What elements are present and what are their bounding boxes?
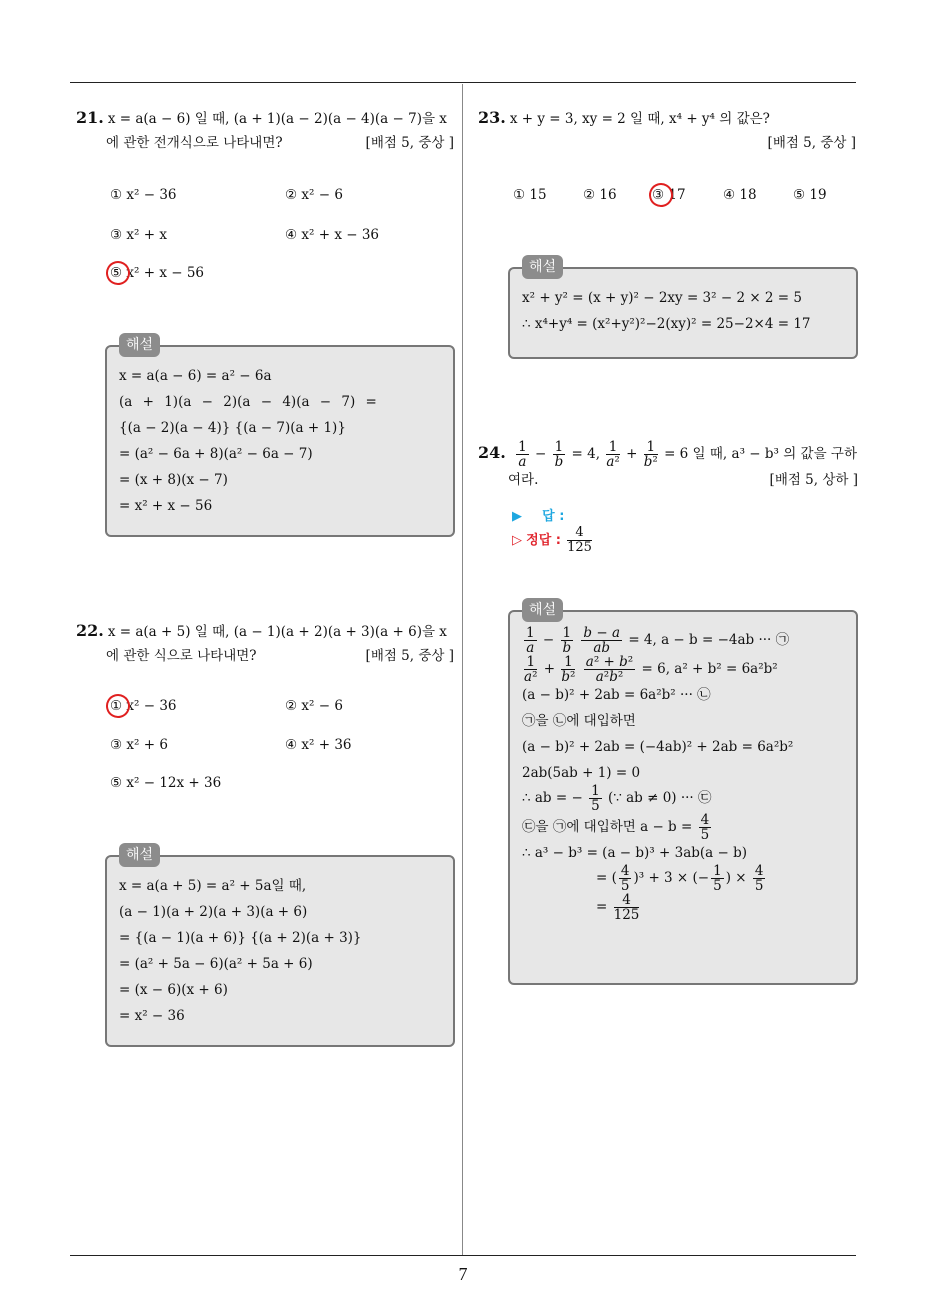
option-3[interactable]: ③ x² + x <box>110 227 167 243</box>
solution-line: (a + 1)(a − 2)(a − 4)(a − 7) = <box>119 394 377 410</box>
question-number: 21. <box>76 108 104 127</box>
option-3[interactable]: ③ 17 <box>652 187 686 203</box>
score-meta: [배점 5, 상하 ] <box>769 472 858 488</box>
solution-line: = (x + 8)(x − 7) <box>119 472 228 488</box>
option-1[interactable]: ① 15 <box>513 187 547 203</box>
question-22 <box>76 619 454 668</box>
option-5[interactable]: ⑤ x² + x − 56 <box>110 265 204 281</box>
solution-line: x = a(a + 5) = a² + 5a일 때, <box>119 878 307 894</box>
score-meta: [배점 5, 중상 ] <box>767 135 856 151</box>
solution-line-text: + 3 × <box>648 870 689 886</box>
solution-line: (a − b)² + 2ab = (−4ab)² + 2ab = 6a²b² <box>522 739 794 755</box>
question-number: 22. <box>76 621 104 640</box>
solution-line: = x² − 36 <box>119 1008 185 1024</box>
fraction-1-over-b2: $\frac{1}{\text{b²}}$ <box>643 439 658 470</box>
score-meta: [배점 5, 중상 ] <box>365 648 454 664</box>
page-number: 7 <box>458 1264 468 1284</box>
final-numerator: 4 <box>614 893 640 908</box>
solution-line: = (x − 6)(x + 6) <box>119 982 228 998</box>
correct-numerator: 4 <box>567 526 592 541</box>
solution-line: {(a − 2)(a − 4)} {(a − 7)(a + 1)} <box>119 420 346 436</box>
question-text-cont: 여라. <box>508 472 539 488</box>
question-23 <box>478 106 856 155</box>
fraction-1-over-a2: $\frac{1}{\text{a²}}$ <box>606 439 620 470</box>
question-text: = 4, <box>571 446 601 462</box>
solution-line: ∴ ab = − $\frac{1}{5}$ (∵ ab ≠ 0) ··· ㉢ <box>522 783 712 814</box>
top-rule <box>70 82 856 83</box>
solution-box-24 <box>508 602 858 985</box>
answer-label: 답 : <box>542 509 565 524</box>
question-number: 23. <box>478 108 506 127</box>
solution-body <box>510 612 856 932</box>
solution-line: ∴ x⁴+y⁴ = (x²+y²)²−2(xy)² = 25−2×4 = 17 <box>522 316 811 332</box>
final-denominator: 125 <box>613 907 640 923</box>
solution-line: ∴ a³ − b³ = (a − b)³ + 3ab(a − b) <box>522 845 748 861</box>
solution-box-22 <box>105 847 455 1047</box>
column-divider <box>462 84 463 1256</box>
option-3[interactable]: ③ x² + 6 <box>110 737 168 753</box>
solution-line: = x² + x − 56 <box>119 498 213 514</box>
option-2[interactable]: ② x² − 6 <box>285 698 343 714</box>
solution-line: = (a² − 6a + 8)(a² − 6a − 7) <box>119 446 313 462</box>
correct-label: 정답 : <box>526 533 561 548</box>
question-text-cont: 에 관한 전개식으로 나타내면? <box>106 135 283 151</box>
option-5[interactable]: ⑤ 19 <box>793 187 827 203</box>
option-5[interactable]: ⑤ x² − 12x + 36 <box>110 775 222 791</box>
solution-line-text: (∵ ab ≠ 0) ··· ㉢ <box>607 790 712 806</box>
solution-line: ㉠을 ㉡에 대입하면 <box>522 713 636 729</box>
solution-line: ㉢을 ㉠에 대입하면 a − b = $\frac{4}{5}$ <box>522 812 710 843</box>
solution-line-text: × <box>735 870 747 886</box>
question-text: x = a(a − 6) 일 때, (a + 1)(a − 2)(a − 4)(a − 7)을 x <box>107 111 447 127</box>
solution-line: $\frac{1}{a}$ − $\frac{1}{b}$ $\frac{b - a}{ab}$ = 4, a − b = −4ab ··· ㉠ <box>526 625 790 656</box>
solution-line: x² + y² = (x + y)² − 2xy = 3² − 2 × 2 = 5 <box>522 290 802 306</box>
question-text: x + y = 3, xy = 2 일 때, x⁴ + y⁴ 의 값은? <box>509 111 770 127</box>
correct-denominator: 125 <box>567 540 592 555</box>
solution-body <box>107 857 453 1039</box>
solution-line: = (a² + 5a − 6)(a² + 5a + 6) <box>119 956 313 972</box>
solution-line: x = a(a − 6) = a² − 6a <box>119 368 272 384</box>
solution-line: = ( $\frac{4}{5}$ )³ + 3 × (− $\frac{1}{5}$ ) × $\frac{4}{5}$ <box>596 863 764 894</box>
outline-arrow-icon: ▷ <box>512 533 522 548</box>
question-number: 24. <box>478 443 506 462</box>
question-text: x = a(a + 5) 일 때, (a − 1)(a + 2)(a + 3)(a + 6)을 x <box>107 624 447 640</box>
solution-body <box>510 269 856 347</box>
solution-line-text: = <box>596 870 608 886</box>
solution-tab: 해설 <box>522 255 563 279</box>
solution-box-23 <box>508 259 858 359</box>
correct-answer-row <box>512 526 594 555</box>
solution-line: (a − 1)(a + 2)(a + 3)(a + 6) <box>119 904 308 920</box>
score-meta: [배점 5, 중상 ] <box>365 135 454 151</box>
solution-line-text: = <box>596 899 608 915</box>
question-24: 24. $\frac{1}{a}$ − $\frac{1}{b}$ = 4, $\frac{1}{\text{a²}}$ + $\frac{1}{\text{b²}}$ = 6 일 때, a³ − b³ 의 값을 구하 여라. [배점 5, 상하 ] <box>478 440 858 491</box>
solution-line-text: = 4, a − b = −4ab ··· ㉠ <box>628 632 790 648</box>
answer-circle-mark <box>103 258 132 287</box>
option-1[interactable]: ① x² − 36 <box>110 187 177 203</box>
option-2[interactable]: ② 16 <box>583 187 617 203</box>
solution-line: 2ab(5ab + 1) = 0 <box>522 765 641 781</box>
correct-answer-fraction <box>567 526 592 555</box>
play-arrow-icon: ▶ <box>512 509 522 524</box>
answer-circle-mark <box>646 180 675 209</box>
solution-line: (a − b)² + 2ab = 6a²b² ··· ㉡ <box>522 687 711 703</box>
solution-body <box>107 347 453 529</box>
solution-tab: 해설 <box>522 598 563 622</box>
solution-tab: 해설 <box>119 843 160 867</box>
fraction-1-over-b: $\frac{1}{b}$ <box>554 439 564 470</box>
solution-line <box>522 893 844 922</box>
solution-line-text: ㉢을 ㉠에 대입하면 a − b = <box>522 819 693 835</box>
option-1[interactable]: ① x² − 36 <box>110 698 177 714</box>
answer-circle-mark <box>103 691 132 720</box>
solution-line: = {(a − 1)(a + 6)} {(a + 2)(a + 3)} <box>119 930 362 946</box>
question-21 <box>76 106 454 155</box>
solution-box-21 <box>105 337 455 537</box>
solution-line: $\frac{1}{\text{a²}}$ + $\frac{1}{\text{b²}}$ $\frac{\text{a² + b²}}{\text{a²b²}}$ = 6, a² + b² = 6a²b² <box>524 654 778 685</box>
option-2[interactable]: ② x² − 6 <box>285 187 343 203</box>
option-4[interactable]: ④ 18 <box>723 187 757 203</box>
solution-line-text: = 6, a² + b² = 6a²b² <box>641 661 778 677</box>
fraction-1-over-a: $\frac{1}{a}$ <box>518 439 527 470</box>
option-4[interactable]: ④ x² + 36 <box>285 737 352 753</box>
answer-row <box>512 504 769 524</box>
option-4[interactable]: ④ x² + x − 36 <box>285 227 379 243</box>
solution-tab: 해설 <box>119 333 160 357</box>
bottom-rule <box>70 1255 856 1256</box>
answer-input[interactable] <box>569 504 769 520</box>
question-text-cont: 에 관한 식으로 나타내면? <box>106 648 257 664</box>
question-text-end: = 6 일 때, a³ − b³ 의 값을 구하 <box>664 446 858 462</box>
solution-line-text: ∴ ab = − <box>522 790 583 806</box>
